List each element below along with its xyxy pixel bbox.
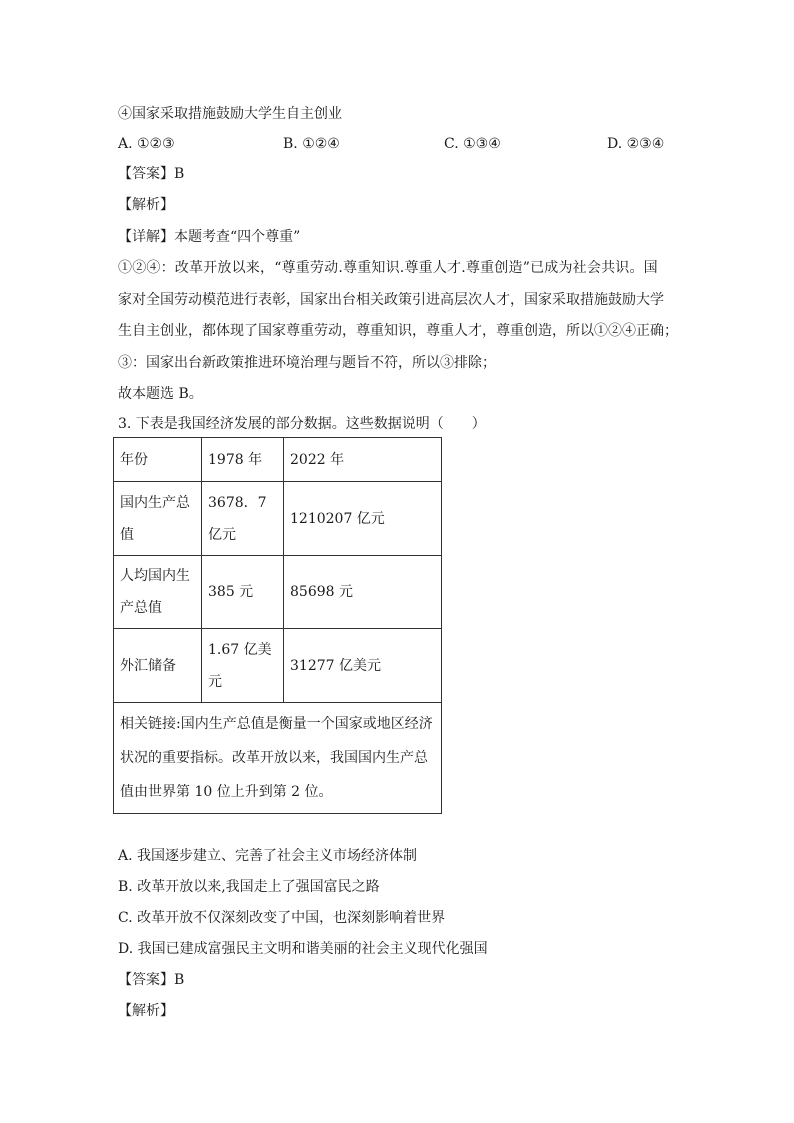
q2-answer: 【答案】B <box>118 166 185 182</box>
table-row <box>114 556 442 629</box>
table-header-row <box>114 438 442 482</box>
table-row <box>114 482 442 556</box>
economic-data-table <box>113 437 442 814</box>
q2-option-d: D. ②③④ <box>607 136 665 152</box>
table-cell: 3678．7 亿元 <box>202 482 284 556</box>
table-cell: 1.67 亿美元 <box>202 629 284 703</box>
q3-option-a: A. 我国逐步建立、完善了社会主义市场经济体制 <box>118 848 418 864</box>
table-cell: 国内生产总值 <box>114 482 202 556</box>
q3-option-d: D. 我国已建成富强民主文明和谐美丽的社会主义现代化强国 <box>118 941 488 957</box>
q3-option-c: C. 改革开放不仅深刻改变了中国，也深刻影响着世界 <box>118 910 446 926</box>
q2-item-4: ④国家采取措施鼓励大学生自主创业 <box>118 106 342 122</box>
table-header-cell: 2022 年 <box>284 438 442 482</box>
table-row <box>114 629 442 703</box>
table-cell: 385 元 <box>202 556 284 629</box>
table-cell: 85698 元 <box>284 556 442 629</box>
q3-option-b: B. 改革开放以来,我国走上了强国富民之路 <box>118 879 380 895</box>
q2-detail-line: 故本题选 B。 <box>118 386 203 402</box>
table-cell: 外汇储备 <box>114 629 202 703</box>
q2-detail-line: 生自主创业，都体现了国家尊重劳动，尊重知识，尊重人才，尊重创造，所以①②④正确； <box>118 323 678 339</box>
table-note: 相关链接:国内生产总值是衡量一个国家或地区经济状况的重要指标。改革开放以来，我国国内生产总值由世界第 10 位上升到第 2 位。 <box>114 703 442 814</box>
q3-stem: 3. 下表是我国经济发展的部分数据。这些数据说明（ ） <box>118 416 486 432</box>
table-cell: 1210207 亿元 <box>284 482 442 556</box>
q2-detail-line: ③：国家出台新政策推进环境治理与题旨不符，所以③排除； <box>118 355 496 371</box>
q3-analysis-tag: 【解析】 <box>118 1003 174 1019</box>
q2-option-c: C. ①③④ <box>444 136 501 152</box>
q3-answer: 【答案】B <box>118 972 185 988</box>
table-header-cell: 年份 <box>114 438 202 482</box>
q2-analysis-tag: 【解析】 <box>118 197 174 213</box>
table-note-row <box>114 703 442 814</box>
q2-detail-line: 家对全国劳动模范进行表彰，国家出台相关政策引进高层次人才，国家采取措施鼓励大学 <box>118 292 664 308</box>
table-cell: 人均国内生产总值 <box>114 556 202 629</box>
q2-detail-title: 【详解】本题考查“四个尊重” <box>118 229 301 245</box>
q2-option-a: A. ①②③ <box>118 136 175 152</box>
table-cell: 31277 亿美元 <box>284 629 442 703</box>
table-header-cell: 1978 年 <box>202 438 284 482</box>
q2-option-b: B. ①②④ <box>283 136 340 152</box>
q2-detail-line: ①②④：改革开放以来，“尊重劳动.尊重知识.尊重人才.尊重创造”已成为社会共识。国 <box>118 260 658 276</box>
